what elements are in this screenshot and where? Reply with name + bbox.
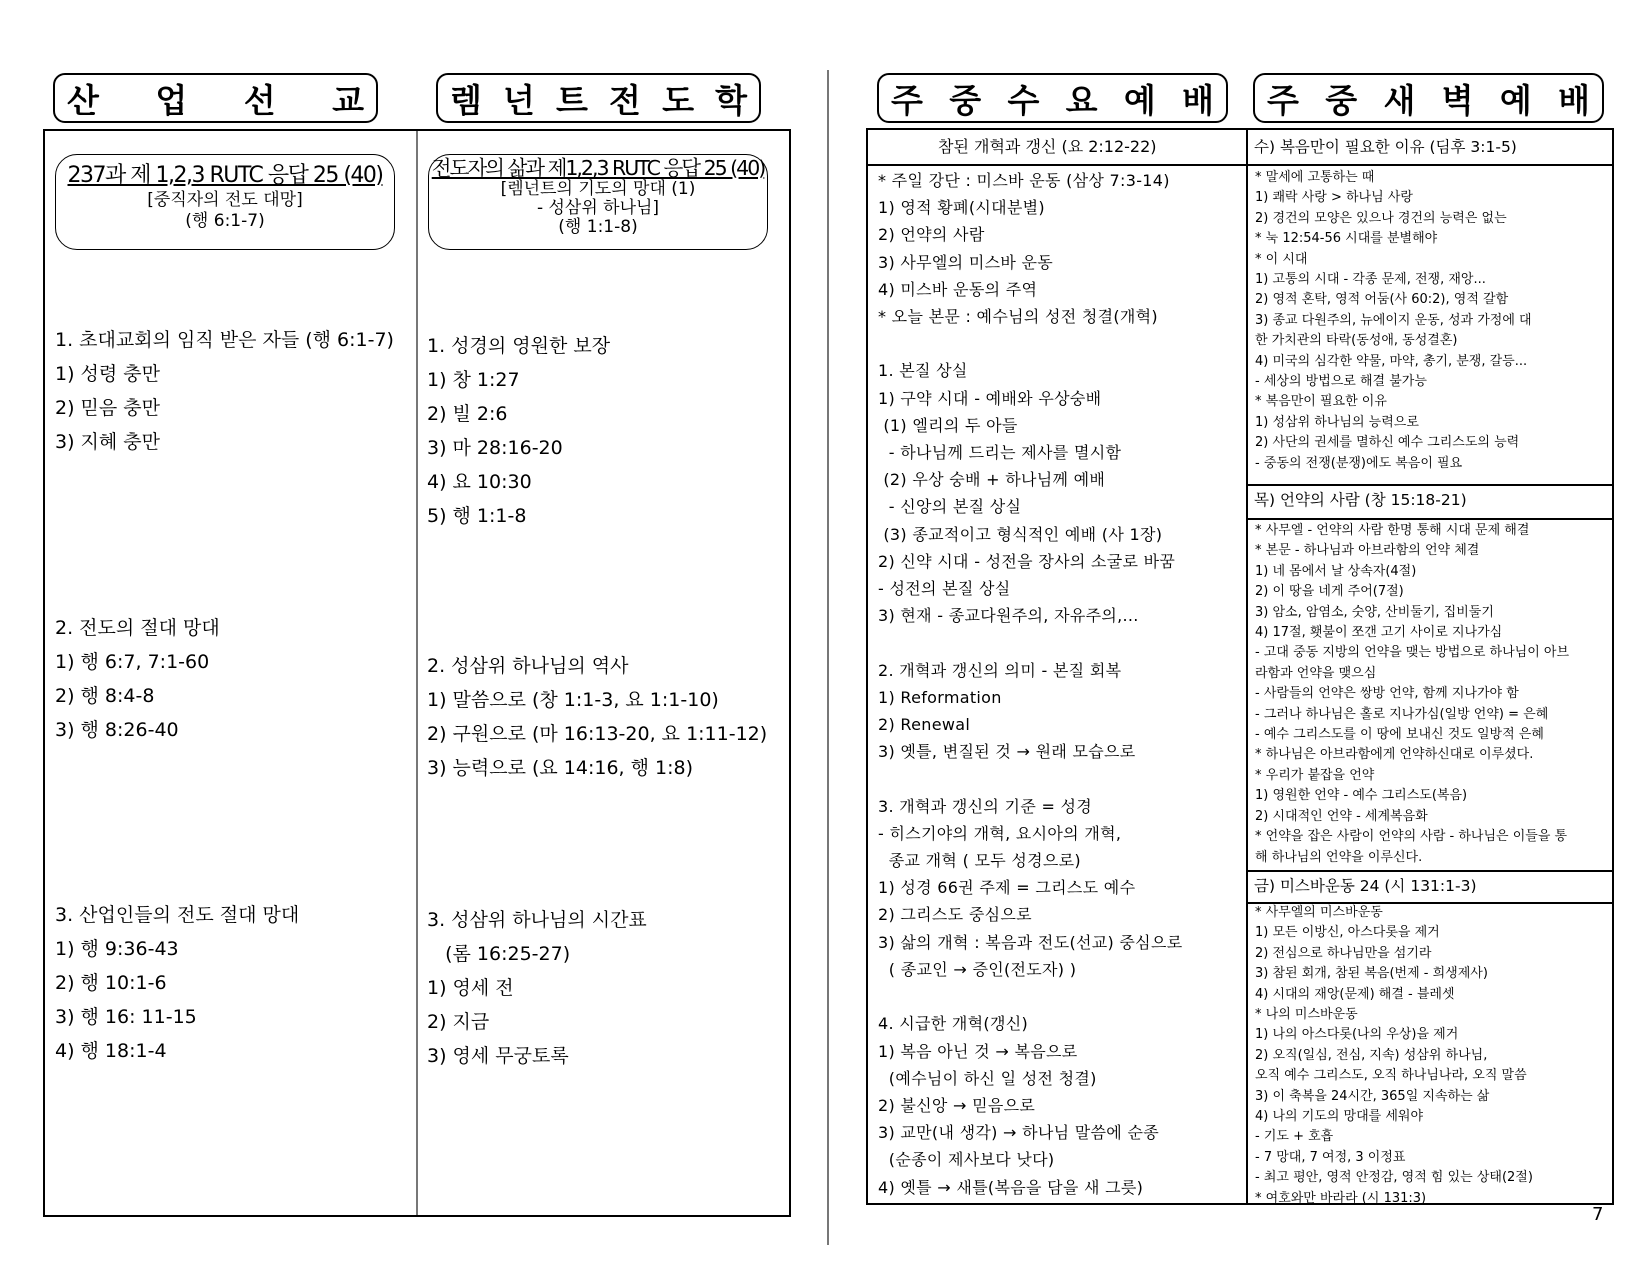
header-char: 배 [1182,80,1214,120]
note-line: 1) 나의 아스다롯(나의 우상)을 제거 [1255,1027,1459,1043]
header-dawn-service [1253,73,1604,123]
note-line: (2) 우상 숭배 + 하나님께 예배 [878,470,1106,490]
header-char: 교 [332,80,364,120]
note-line: * 사무엘의 미스바운동 [1255,905,1383,920]
note-line: - 기도 + 호흡 [1255,1129,1334,1145]
dawn-thu-title: 목) 언약의 사람 (창 15:18-21) [1254,491,1467,509]
note-line: 해 하나님의 언약을 이루신다. [1255,849,1423,865]
note-line: 4) 17절, 횃불이 쪼갠 고기 사이로 지나가심 [1255,625,1503,641]
right-sermon-panel [866,128,1614,1205]
header-char: 렘 [450,80,482,120]
note-line: ( 종교인 → 증인(전도자) ) [878,959,1077,979]
header-char: 업 [155,80,188,120]
note-line: 1) Reformation [878,687,1002,707]
list-item: 2) 행 10:1-6 [55,972,167,994]
note-line: 3) 암소, 암염소, 숫양, 산비둘기, 집비둘기 [1255,604,1494,620]
note-line: 2) 시대적인 언약 - 세계복음화 [1255,808,1428,824]
wednesday-heading-rule [868,164,1246,166]
note-line: - 하나님께 드리는 제사를 멸시함 [878,443,1122,463]
list-item: 2) 지금 [427,1011,490,1033]
dawn-fri-notes [1255,903,1611,1209]
note-line: * 나의 미스바운동 [1255,1007,1358,1023]
note-line: * 사무엘 - 언약의 사람 한명 통해 시대 문제 해결 [1255,523,1530,538]
lesson-reference: (행 1:1-8) [558,217,638,237]
industrial-section-1 [55,323,394,459]
lesson-subtitle: [중직자의 전도 대망] [147,190,303,210]
note-line: - 그러나 하나님은 홀로 지나가심(일방 언약) = 은혜 [1255,706,1549,722]
note-line: 4) 나의 기도의 망대를 세워야 [1255,1109,1424,1125]
note-line: 2) 불신앙 → 믿음으로 [878,1095,1036,1115]
note-line: 3. 개혁과 갱신의 기준 = 성경 [878,796,1093,816]
note-line: - 고대 중동 지방의 언약을 맺는 방법으로 하나님이 아브 [1255,645,1570,661]
header-char: 주 [1267,80,1299,120]
note-line: 1) 네 몸에서 날 상속자(4절) [1255,563,1417,579]
note-line: 1) 성경 66권 주제 = 그리스도 예수 [878,878,1136,898]
list-item: 4) 행 18:1-4 [55,1040,167,1062]
note-line: (1) 엘리의 두 아들 [878,415,1018,435]
list-item: 2) 구원으로 (마 16:13-20, 요 1:11-12) [427,723,768,745]
header-char: 학 [715,80,747,120]
left-column-divider [416,131,418,1215]
note-line: 오직 예수 그리스도, 오직 하나님나라, 오직 말씀 [1255,1068,1527,1084]
note-line: (순종이 제사보다 낫다) [878,1150,1055,1170]
note-line: 1) 성삼위 하나님의 능력으로 [1255,414,1419,430]
lesson-title-box-industrial [55,154,395,250]
note-line: 3) 이 축복을 24시간, 365일 지속하는 삶 [1255,1088,1490,1104]
note-line [878,765,1240,792]
note-line: 2) Renewal [878,715,971,735]
note-line: - 최고 평안, 영적 안정감, 영적 힘 있는 상태(2절) [1255,1170,1533,1186]
note-line: 2) 경건의 모양은 있으나 경건의 능력은 없는 [1255,210,1507,226]
note-line: 3) 참된 회개, 참된 복음(번제 - 희생제사) [1255,966,1488,982]
note-line: 3) 현재 - 종교다원주의, 자유주의,... [878,606,1139,626]
note-line: 라함과 언약을 맺으심 [1255,665,1377,681]
note-line: 4) 미국의 심각한 약물, 마약, 총기, 분쟁, 갈등... [1255,353,1528,369]
dawn-wed-title: 수) 복음만이 필요한 이유 (딤후 3:1-5) [1254,138,1517,156]
header-char: 벽 [1441,80,1474,120]
note-line: 1) 복음 아닌 것 → 복음으로 [878,1041,1078,1061]
note-line: 3) 옛틀, 변질된 것 → 원래 모습으로 [878,742,1136,762]
note-line: 3) 사무엘의 미스바 운동 [878,252,1053,272]
dawn-fri-title: 금) 미스바운동 24 (시 131:1-3) [1254,877,1477,895]
list-item: 2) 믿음 충만 [55,397,160,419]
section-heading: 3. 성삼위 하나님의 시간표 [427,909,647,931]
note-line: - 7 망대, 7 여정, 3 이정표 [1255,1149,1406,1165]
list-item: 1) 행 6:7, 7:1-60 [55,651,210,673]
note-line: 1) 영원한 언약 - 예수 그리스도(복음) [1255,788,1468,804]
header-char: 트 [556,80,588,120]
list-item: 1) 영세 전 [427,977,514,999]
left-lesson-panel [43,129,791,1217]
list-item: 1) 말씀으로 (창 1:1-3, 요 1:1-10) [427,689,719,711]
list-item: (롬 16:25-27) [427,943,571,965]
note-line: * 오늘 본문 : 예수님의 성전 청결(개혁) [878,307,1158,327]
list-item: 1) 행 9:36-43 [55,938,179,960]
header-char: 중 [949,80,982,120]
note-line: 한 가치관의 타락(동성애, 동성결혼) [1255,333,1458,349]
note-line: - 예수 그리스도를 이 땅에 보내신 것도 일방적 은혜 [1255,727,1544,743]
note-line: * 이 시대 [1255,251,1308,267]
list-item: 3) 능력으로 (요 14:16, 행 1:8) [427,757,694,779]
remnant-section-1 [427,329,610,533]
note-line: * 복음만이 필요한 이유 [1255,394,1387,410]
header-char: 예 [1499,80,1532,120]
header-char: 산 [67,80,99,120]
note-line: * 눅 12:54-56 시대를 분별해야 [1255,231,1438,247]
lesson-title: 전도자의 삶과 제1,2,3 RUTC 응답 25 (40) [431,156,765,180]
note-line: 4) 미스바 운동의 주역 [878,279,1038,299]
page-number: 7 [1592,1204,1604,1225]
right-column-divider [1246,130,1248,1203]
note-line: 2) 언약의 사람 [878,225,985,245]
note-line: 3) 종교 다원주의, 뉴에이지 운동, 성과 가정에 대 [1255,312,1532,328]
header-industrial-mission [53,73,378,123]
note-line: * 우리가 붙잡을 언약 [1255,767,1375,783]
note-line: 1) 쾌락 사랑 > 하나님 사랑 [1255,190,1413,206]
list-item: 2) 행 8:4-8 [55,685,155,707]
note-line: 1) 모든 이방신, 아스다롯을 제거 [1255,925,1440,941]
note-line [878,983,1240,1010]
lesson-subtitle: [렘넌트의 기도의 망대 (1) [500,179,696,199]
header-char: 새 [1383,80,1416,120]
note-line: * 주일 강단 : 미스바 운동 (삼상 7:3-14) [878,171,1170,190]
note-line: * 말세에 고통하는 때 [1255,170,1375,185]
note-line: 4. 시급한 개혁(갱신) [878,1014,1029,1034]
note-line: 2) 오직(일심, 전심, 지속) 성삼위 하나님, [1255,1047,1488,1063]
list-item: 3) 마 28:16-20 [427,437,563,459]
header-char: 배 [1558,80,1590,120]
note-line: * 하나님은 아브라함에게 언약하신대로 이루셨다. [1255,747,1534,763]
header-char: 넌 [503,80,535,120]
header-char: 중 [1325,80,1358,120]
lesson-title-box-remnant [428,154,768,250]
list-item: 3) 영세 무궁토록 [427,1045,569,1067]
note-line: 2) 신약 시대 - 성전을 장사의 소굴로 바꿈 [878,551,1176,571]
section-heading: 1. 초대교회의 임직 받은 자들 (행 6:1-7) [55,329,394,351]
header-char: 선 [243,80,276,120]
header-char: 수 [1007,80,1040,120]
note-line: 4) 옛틀 → 새틀(복음을 담을 새 그릇) [878,1177,1144,1197]
dawn-thu-notes [1255,521,1611,868]
header-char: 예 [1123,80,1156,120]
wednesday-sermon-notes [878,167,1240,1201]
note-line: 2) 전심으로 하나님만을 섬기라 [1255,945,1432,961]
note-line: 4) 시대의 재앙(문제) 해결 - 블레셋 [1255,986,1455,1002]
note-line: 2) 그리스도 중심으로 [878,905,1032,925]
header-char: 요 [1065,80,1098,120]
section-heading: 1. 성경의 영원한 보장 [427,335,611,357]
header-char: 도 [662,80,694,120]
dawn-rule-4 [1246,870,1612,872]
dawn-rule-2 [1246,484,1612,486]
note-line: - 사람들의 언약은 쌍방 언약, 함께 지나가야 함 [1255,686,1519,702]
note-line: * 여호와만 바라라 (시 131:3) [1255,1190,1427,1206]
note-line: - 히스기야의 개혁, 요시아의 개혁, [878,823,1122,843]
lesson-subtitle: - 성삼위 하나님] [536,198,660,218]
remnant-section-3 [427,903,647,1073]
note-line: 1) 구약 시대 - 예배와 우상숭배 [878,388,1102,408]
list-item: 4) 요 10:30 [427,471,532,493]
page-spine-divider [827,70,829,1245]
list-item: 3) 지혜 충만 [55,431,160,453]
list-item: 1) 창 1:27 [427,369,520,391]
note-line: 3) 교만(내 생각) → 하나님 말씀에 순종 [878,1123,1159,1143]
note-line: 종교 개혁 ( 모두 성경으로) [878,851,1081,871]
note-line [878,330,1240,357]
note-line: 2. 개혁과 갱신의 의미 - 본질 회복 [878,660,1122,680]
dawn-rule-3 [1246,518,1612,520]
note-line: 2) 사단의 권세를 멸하신 예수 그리스도의 능력 [1255,435,1520,451]
note-line: * 본문 - 하나님과 아브라함의 언약 체결 [1255,543,1480,559]
header-char: 전 [609,80,641,120]
section-heading: 2. 전도의 절대 망대 [55,617,220,639]
dawn-wed-notes [1255,168,1611,474]
note-line: * 언약을 잡은 사람이 언약의 사람 - 하나님은 이들을 통 [1255,829,1568,845]
lesson-reference: (행 6:1-7) [185,211,265,231]
section-heading: 2. 성삼위 하나님의 역사 [427,655,629,677]
note-line: (3) 종교적이고 형식적인 예배 (사 1장) [878,524,1163,544]
note-line: 1. 본질 상실 [878,361,968,381]
note-line: - 성전의 본질 상실 [878,579,1011,599]
list-item: 2) 빌 2:6 [427,403,508,425]
note-line: 2) 이 땅을 네게 주어(7절) [1255,584,1404,600]
wednesday-sermon-title: 참된 개혁과 갱신 (요 2:12-22) [938,137,1157,156]
note-line [878,629,1240,656]
remnant-section-2 [427,649,767,785]
note-line: 2) 영적 혼탁, 영적 어둠(사 60:2), 영적 갈함 [1255,292,1509,308]
note-line: - 신앙의 본질 상실 [878,497,1022,517]
list-item: 3) 행 16: 11-15 [55,1006,197,1028]
lesson-title: 237과 제 1,2,3 RUTC 응답 25 (40) [67,163,383,188]
section-heading: 3. 산업인들의 전도 절대 망대 [55,904,300,926]
note-line: - 중동의 전쟁(분쟁)에도 복음이 필요 [1255,455,1463,471]
note-line: 1) 영적 황폐(시대분별) [878,198,1045,218]
list-item: 3) 행 8:26-40 [55,719,179,741]
industrial-section-3 [55,898,299,1068]
header-remnant-evangelism [436,73,761,123]
note-line: (예수님이 하신 일 성전 청결) [878,1068,1097,1088]
header-wednesday-service [877,73,1228,123]
note-line: 3) 삶의 개혁 : 복음과 전도(선교) 중심으로 [878,932,1183,952]
note-line: 1) 고통의 시대 - 각종 문제, 전쟁, 재앙... [1255,272,1486,288]
header-char: 주 [891,80,923,120]
industrial-section-2 [55,611,220,747]
note-line: - 세상의 방법으로 해결 불가능 [1255,374,1427,390]
dawn-rule-1 [1246,164,1612,166]
list-item: 5) 행 1:1-8 [427,505,527,527]
list-item: 1) 성령 충만 [55,363,160,385]
